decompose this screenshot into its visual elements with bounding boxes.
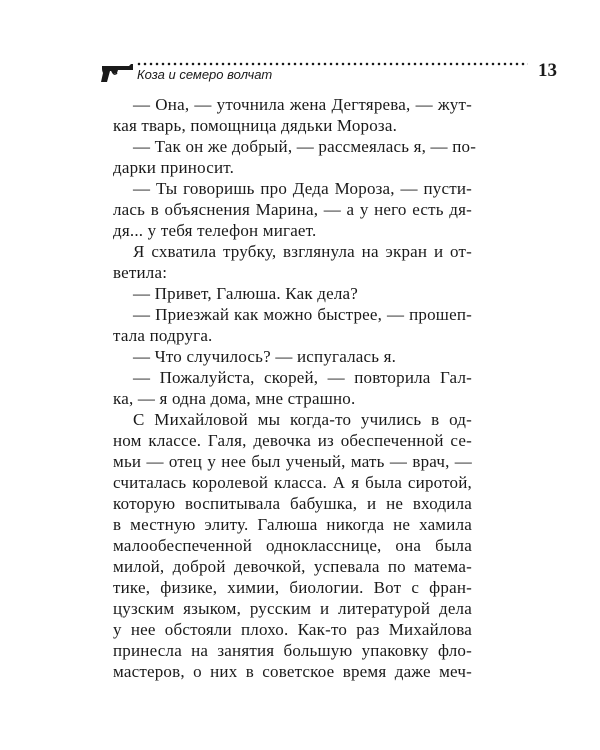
text-line: дарки приносит. [113, 158, 235, 177]
text-line: кая тварь, помощница дядьки Мороза. [113, 116, 398, 135]
running-header [100, 58, 557, 86]
text-line: — Привет, Галюша. Как дела? [133, 284, 359, 303]
text-line: мьи — отец у нее был ученый, мать — врач, — [113, 452, 472, 471]
text-line: С Михайловой мы когда-то учились в од- [133, 410, 472, 429]
text-line: у нее обстояли плохо. Как-то раз Михайлова [113, 620, 472, 639]
text-line: в местную элиту. Галюша никогда не хамила [113, 515, 472, 534]
text-line: цузским языком, русским и литературой дела [113, 599, 472, 618]
text-line: — Так он же добрый, — рассмеялась я, — по- [133, 137, 477, 156]
text-line: мастеров, о них в советское время даже меч- [113, 662, 472, 681]
text-line: — Ты говоришь про Деда Мороза, — пусти- [133, 179, 472, 198]
text-line: ветила: [113, 263, 168, 282]
text-line: которую воспитывала бабушка, и не входила [113, 494, 472, 513]
text-line: дя... у тебя телефон мигает. [113, 221, 317, 240]
text-line: ном классе. Галя, девочка из обеспеченной се- [113, 431, 472, 450]
revolver-icon [100, 62, 134, 84]
text-line: принесла на занятия большую упаковку фло- [113, 641, 472, 660]
text-line: милой, доброй девочкой, успевала по матема- [113, 557, 472, 576]
text-line: — Что случилось? — испугалась я. [133, 347, 397, 366]
text-line: малообеспеченной однокласснице, она была [113, 536, 472, 555]
book-title: Коза и семеро волчат [137, 67, 273, 82]
text-line: ка, — я одна дома, мне страшно. [113, 389, 356, 408]
text-line: считалась королевой класса. А я была сиротой, [113, 473, 472, 492]
text-line: — Пожалуйста, скорей, — повторила Гал- [133, 368, 472, 387]
text-line: тике, физике, химии, биологии. Вот с фран- [113, 578, 472, 597]
page-number: 13 [538, 60, 557, 81]
text-line: тала подруга. [113, 326, 213, 345]
text-line: — Приезжай как можно быстрее, — прошеп- [133, 305, 472, 324]
body-text [113, 94, 477, 682]
text-line: лась в объяснения Марина, — а у него есть дя- [113, 200, 472, 219]
text-line: — Она, — уточнила жена Дегтярева, — жут- [133, 95, 472, 114]
text-line: Я схватила трубку, взглянула на экран и от- [133, 242, 472, 261]
